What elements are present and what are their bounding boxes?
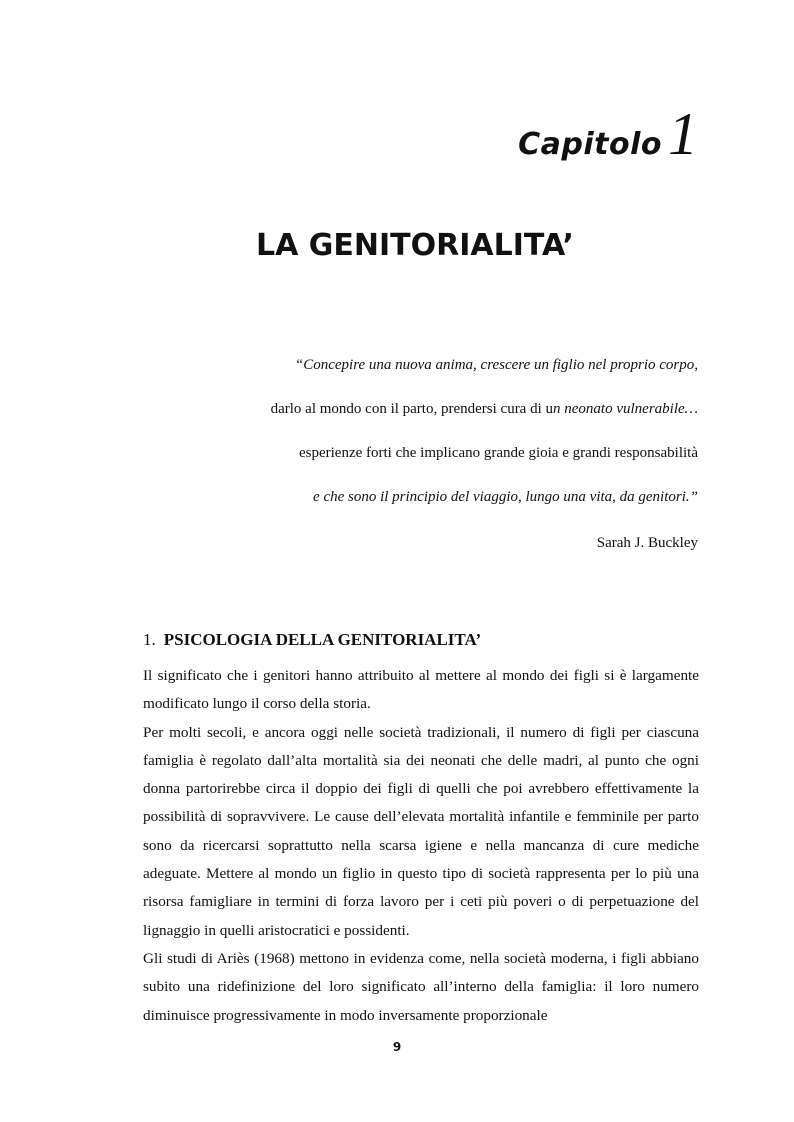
chapter-word: Capitolo [518,127,662,162]
section-title: PSICOLOGIA DELLA GENITORIALITA’ [163,630,482,649]
chapter-number: 1 [668,101,698,167]
epigraph-line-2-normal: darlo al mondo con il parto, prendersi cura di u [270,401,554,417]
chapter-label [518,100,698,169]
page-number: 9 [392,1040,402,1054]
section-heading [143,630,481,650]
paragraph: Il significato che i genitori hanno attribuito al mettere al mondo dei figli si è largamente modificato lungo il corso della storia. [143,667,699,713]
body-text [143,662,699,1030]
epigraph-line-2-italic: n neonato vulnerabile… [553,401,698,417]
chapter-title: LA GENITORIALITA’ [256,228,574,263]
epigraph-line-2 [271,396,698,440]
epigraph [271,352,698,574]
paragraph: Per molti secoli, e ancora oggi nelle società tradizionali, il numero di figli per ciascuna famiglia è regolato dall’alta mortalità sia dei neonati che delle madri, al punto che ogni donna partorirebbe circa il doppio dei figli di quelli che poi avrebbero effettivamente la possibilità di sopravvivere. Le cause dell’elevata mortalità infantile e femminile per parto sono da ricercarsi soprattutto nella scarsa igiene e nella mancanza di cure mediche adeguate. Mettere al mondo un figlio in questo tipo di società rappresenta per lo più una risorsa famigliare in termini di forza lavoro per i ceti più poveri o di perpetuazione del lignaggio in quelli aristocratici e possidenti. [143,723,699,939]
epigraph-line-1: “Concepire una nuova anima, crescere un figlio nel proprio corpo, [294,357,698,373]
epigraph-author: Sarah J. Buckley [596,535,698,551]
epigraph-line-3: esperienze forti che implicano grande gioia e grandi responsabilità [298,445,698,461]
section-number: 1. [143,630,156,649]
epigraph-line-4: e che sono il principio del viaggio, lungo una vita, da genitori.” [313,489,698,505]
paragraph: Gli studi di Ariès (1968) mettono in evidenza come, nella società moderna, i figli abbiano subito una ridefinizione del loro significato all’interno della famiglia: il loro numero diminuisce progressivamente in modo inversamente proporzionale [143,949,699,1024]
